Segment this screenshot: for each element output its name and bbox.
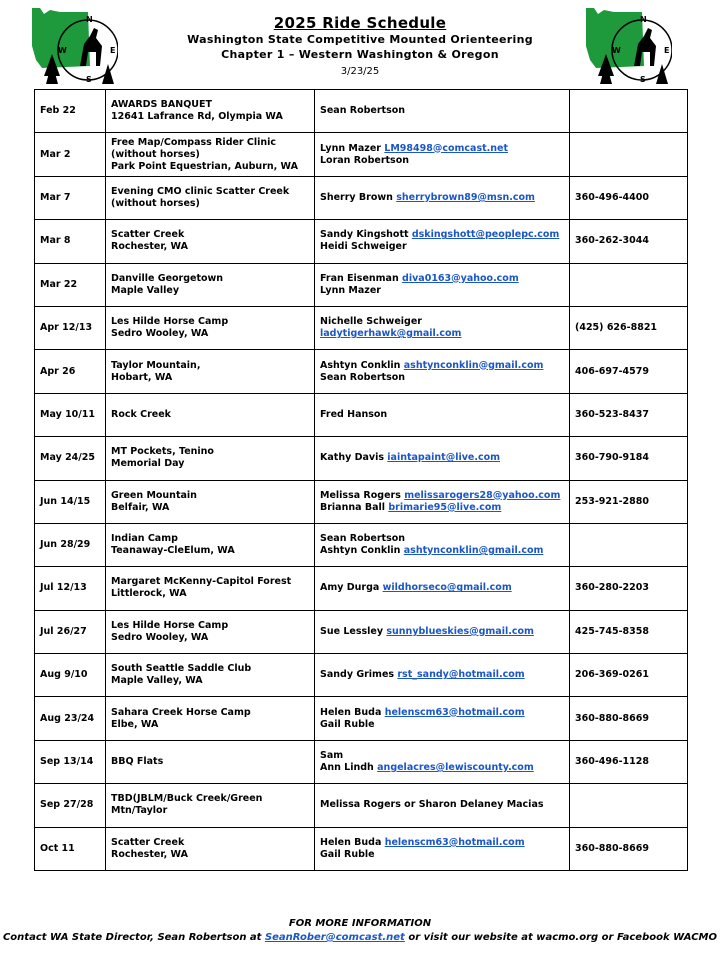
contact-line <box>320 372 564 384</box>
contact-phone <box>570 784 688 827</box>
wa-cmo-logo-left <box>30 6 118 86</box>
contact-name: Ashtyn Conklin <box>320 359 401 371</box>
location-line: (without horses) <box>111 197 200 209</box>
contact-name: Sherry Brown <box>320 191 393 203</box>
location-line: Memorial Day <box>111 458 185 470</box>
location-line: Danville Georgetown <box>111 272 224 284</box>
contact-name: Helen Buda <box>320 836 382 848</box>
contact-name: Fran Eisenman <box>320 272 399 284</box>
contact-line <box>320 533 564 545</box>
table-row <box>35 827 688 870</box>
ride-date: Sep 27/28 <box>35 784 106 827</box>
contact-email-link[interactable]: ashtynconklin@gmail.com <box>403 359 544 371</box>
ride-location <box>106 220 315 263</box>
contact-name: Melissa Rogers <box>320 489 401 501</box>
footer-contact <box>0 931 720 945</box>
ride-location <box>106 480 315 523</box>
ride-location <box>106 567 315 610</box>
contact-phone: 206-369-0261 <box>570 654 688 697</box>
contact-phone <box>570 133 688 176</box>
contact-phone <box>570 90 688 133</box>
ride-date: Aug 9/10 <box>35 654 106 697</box>
location-line: Maple Valley <box>111 284 180 296</box>
contact-line <box>320 360 564 372</box>
contact-name: Brianna Ball <box>320 501 386 513</box>
contact-line <box>320 316 564 340</box>
location-line: South Seattle Saddle Club <box>111 663 252 675</box>
contact-phone: 360-496-4400 <box>570 176 688 219</box>
ride-location <box>106 306 315 349</box>
contact-line <box>320 155 564 167</box>
ride-date: Apr 26 <box>35 350 106 393</box>
contact-phone: 360-790-9184 <box>570 437 688 480</box>
table-row <box>35 176 688 219</box>
contact-name: Heidi Schweiger <box>320 241 407 253</box>
contact-line <box>320 837 564 849</box>
contact-email-link[interactable]: diva0163@yahoo.com <box>402 272 519 284</box>
ride-contacts <box>315 393 570 436</box>
contact-line <box>320 285 564 297</box>
contact-name: Sean Robertson <box>320 105 406 117</box>
ride-date: May 24/25 <box>35 437 106 480</box>
ride-contacts <box>315 567 570 610</box>
ride-contacts <box>315 133 570 176</box>
ride-location <box>106 784 315 827</box>
contact-email-link[interactable]: dskingshott@peoplepc.com <box>411 229 560 241</box>
contact-phone: 253-921-2880 <box>570 480 688 523</box>
contact-email-link[interactable]: sunnyblueskies@gmail.com <box>386 625 534 637</box>
location-line: Rock Creek <box>111 408 171 420</box>
ride-location <box>106 263 315 306</box>
ride-date: Jun 28/29 <box>35 523 106 566</box>
footer <box>0 917 720 945</box>
ride-date: May 10/11 <box>35 393 106 436</box>
ride-contacts <box>315 263 570 306</box>
ride-location <box>106 90 315 133</box>
contact-line <box>320 192 564 204</box>
ride-schedule-table <box>34 89 688 871</box>
contact-phone: 360-880-8669 <box>570 827 688 870</box>
location-line: Scatter Creek <box>111 229 185 241</box>
ride-contacts <box>315 654 570 697</box>
table-row <box>35 784 688 827</box>
contact-line <box>320 241 564 253</box>
table-row <box>35 697 688 740</box>
table-row <box>35 523 688 566</box>
ride-contacts <box>315 90 570 133</box>
contact-line <box>320 273 564 285</box>
table-row <box>35 306 688 349</box>
contact-phone: (425) 626-8821 <box>570 306 688 349</box>
ride-date: Jul 26/27 <box>35 610 106 653</box>
contact-name: Sam <box>320 750 344 762</box>
ride-date: Mar 7 <box>35 176 106 219</box>
contact-phone: 406-697-4579 <box>570 350 688 393</box>
ride-date: Mar 22 <box>35 263 106 306</box>
contact-email-link[interactable]: rst_sandy@hotmail.com <box>397 669 525 681</box>
location-line: AWARDS BANQUET <box>111 99 212 111</box>
footer-text-after: or visit our website at wacmo.org or Facebook WACMO <box>404 932 718 943</box>
ride-contacts <box>315 437 570 480</box>
ride-contacts <box>315 523 570 566</box>
ride-contacts <box>315 220 570 263</box>
contact-name: Ann Lindh <box>320 762 374 774</box>
contact-email-link[interactable]: iaintapaint@live.com <box>387 452 501 464</box>
contact-name: Gail Ruble <box>320 718 375 730</box>
contact-line <box>320 229 564 241</box>
ride-date: Jul 12/13 <box>35 567 106 610</box>
contact-name: Lynn Mazer <box>320 142 381 154</box>
contact-email-link[interactable]: angelacres@lewiscounty.com <box>377 762 534 774</box>
ride-location <box>106 437 315 480</box>
ride-location <box>106 393 315 436</box>
table-row <box>35 90 688 133</box>
table-row <box>35 740 688 783</box>
contact-line <box>320 545 564 557</box>
location-line: Les Hilde Horse Camp <box>111 619 229 631</box>
page-title: 2025 Ride Schedule <box>273 14 447 32</box>
ride-contacts <box>315 740 570 783</box>
contact-email-link[interactable]: ashtynconklin@gmail.com <box>403 545 544 557</box>
contact-phone: 360-880-8669 <box>570 697 688 740</box>
footer-text-before: Contact WA State Director, Sean Robertson at <box>2 932 265 943</box>
contact-name: Loran Robertson <box>320 154 410 166</box>
location-line: Free Map/Compass Rider Clinic <box>111 136 277 148</box>
ride-contacts <box>315 610 570 653</box>
contact-phone <box>570 263 688 306</box>
svg-text:E: E <box>110 46 116 55</box>
svg-text:W: W <box>58 46 67 55</box>
table-row <box>35 567 688 610</box>
footer-email-link[interactable]: SeanRober@comcast.net <box>264 932 405 943</box>
location-line: Les Hilde Horse Camp <box>111 316 229 328</box>
contact-email-link[interactable]: helenscm63@hotmail.com <box>384 836 525 848</box>
contact-phone: 360-523-8437 <box>570 393 688 436</box>
location-line: (without horses) <box>111 148 200 160</box>
contact-phone: 360-496-1128 <box>570 740 688 783</box>
contact-name: Lynn Mazer <box>320 284 381 296</box>
contact-line <box>320 762 564 774</box>
table-row <box>35 654 688 697</box>
contact-line <box>320 719 564 731</box>
location-line: Evening CMO clinic Scatter Creek <box>111 185 290 197</box>
contact-name: Sean Robertson <box>320 533 406 545</box>
contact-line <box>320 707 564 719</box>
table-row <box>35 220 688 263</box>
ride-date: Oct 11 <box>35 827 106 870</box>
contact-phone <box>570 523 688 566</box>
contact-line <box>320 502 564 514</box>
contact-line <box>320 143 564 155</box>
contact-name: Sean Robertson <box>320 371 406 383</box>
location-line: Sedro Wooley, WA <box>111 328 209 340</box>
footer-heading: FOR MORE INFORMATION <box>288 918 432 929</box>
ride-date: Mar 8 <box>35 220 106 263</box>
svg-text:E: E <box>664 46 670 55</box>
contact-name: Sandy Kingshott <box>320 229 409 241</box>
contact-line <box>320 452 564 464</box>
svg-text:N: N <box>640 15 647 24</box>
ride-contacts <box>315 480 570 523</box>
contact-phone: 425-745-8358 <box>570 610 688 653</box>
ride-contacts <box>315 350 570 393</box>
contact-name: Gail Ruble <box>320 848 375 860</box>
table-row <box>35 393 688 436</box>
contact-line <box>320 409 564 421</box>
table-row <box>35 133 688 176</box>
contact-line <box>320 750 564 762</box>
svg-text:N: N <box>86 15 93 24</box>
table-row <box>35 437 688 480</box>
location-line: Sedro Wooley, WA <box>111 631 209 643</box>
contact-email-link[interactable]: LM98498@comcast.net <box>384 142 508 154</box>
ride-location <box>106 133 315 176</box>
contact-line <box>320 669 564 681</box>
ride-location <box>106 523 315 566</box>
ride-location <box>106 350 315 393</box>
location-line: Belfair, WA <box>111 501 170 513</box>
svg-text:S: S <box>640 75 646 84</box>
location-line: Taylor Mountain, <box>111 359 201 371</box>
contact-email-link[interactable]: wildhorseco@gmail.com <box>382 582 512 594</box>
revision-date: 3/23/25 <box>340 66 380 77</box>
location-line: Maple Valley, WA <box>111 675 203 687</box>
location-line: Margaret McKenny-Capitol Forest <box>111 576 292 588</box>
location-line: Sahara Creek Horse Camp <box>111 706 251 718</box>
ride-contacts <box>315 306 570 349</box>
contact-line <box>320 799 564 811</box>
contact-name: Melissa Rogers or Sharon Delaney Macias <box>320 799 544 811</box>
contact-line <box>320 105 564 117</box>
table-row <box>35 350 688 393</box>
contact-name: Nichelle Schweiger <box>320 316 422 328</box>
location-line: Littlerock, WA <box>111 588 187 600</box>
contact-phone: 360-262-3044 <box>570 220 688 263</box>
location-line: Elbe, WA <box>111 718 159 730</box>
ride-contacts <box>315 827 570 870</box>
location-line: MT Pockets, Tenino <box>111 446 214 458</box>
location-line: Rochester, WA <box>111 848 188 860</box>
svg-text:W: W <box>612 46 621 55</box>
location-line: Park Point Equestrian, Auburn, WA <box>111 160 298 172</box>
location-line: Hobart, WA <box>111 371 173 383</box>
location-line: Rochester, WA <box>111 241 188 253</box>
ride-date: Aug 23/24 <box>35 697 106 740</box>
ride-date: Jun 14/15 <box>35 480 106 523</box>
ride-location <box>106 827 315 870</box>
contact-name: Kathy Davis <box>320 452 384 464</box>
ride-location <box>106 697 315 740</box>
location-line: Indian Camp <box>111 533 178 545</box>
ride-contacts <box>315 697 570 740</box>
contact-name: Helen Buda <box>320 706 382 718</box>
ride-location <box>106 740 315 783</box>
location-line: TBD(JBLM/Buck Creek/Green Mtn/Taylor <box>111 793 263 817</box>
document-header <box>120 14 600 77</box>
location-line: Teanaway-CleElum, WA <box>111 545 235 557</box>
contact-name: Ashtyn Conklin <box>320 545 401 557</box>
location-line: BBQ Flats <box>111 756 164 768</box>
contact-name: Sandy Grimes <box>320 669 395 681</box>
ride-contacts <box>315 784 570 827</box>
contact-name: Amy Durga <box>320 582 380 594</box>
table-row <box>35 480 688 523</box>
ride-date: Apr 12/13 <box>35 306 106 349</box>
location-line: Green Mountain <box>111 489 197 501</box>
ride-date: Feb 22 <box>35 90 106 133</box>
table-row <box>35 263 688 306</box>
location-line: 12641 Lafrance Rd, Olympia WA <box>111 111 283 123</box>
contact-email-link[interactable]: helenscm63@hotmail.com <box>384 706 525 718</box>
ride-location <box>106 654 315 697</box>
ride-date: Sep 13/14 <box>35 740 106 783</box>
contact-phone: 360-280-2203 <box>570 567 688 610</box>
org-name: Washington State Competitive Mounted Orienteering <box>187 33 533 46</box>
contact-email-link[interactable]: melissarogers28@yahoo.com <box>404 489 561 501</box>
contact-line <box>320 849 564 861</box>
ride-contacts <box>315 176 570 219</box>
contact-name: Sue Lessley <box>320 625 384 637</box>
contact-email-link[interactable]: brimarie95@live.com <box>388 501 502 513</box>
contact-line <box>320 490 564 502</box>
table-row <box>35 610 688 653</box>
location-line: Scatter Creek <box>111 836 185 848</box>
contact-name: Fred Hanson <box>320 408 388 420</box>
contact-line <box>320 582 564 594</box>
ride-location <box>106 176 315 219</box>
contact-email-link[interactable]: ladytigerhawk@gmail.com <box>320 328 462 340</box>
chapter-name: Chapter 1 – Western Washington & Oregon <box>221 48 499 61</box>
svg-text:S: S <box>86 75 92 84</box>
contact-email-link[interactable]: sherrybrown89@msn.com <box>396 191 535 203</box>
ride-location <box>106 610 315 653</box>
ride-date: Mar 2 <box>35 133 106 176</box>
contact-line <box>320 626 564 638</box>
